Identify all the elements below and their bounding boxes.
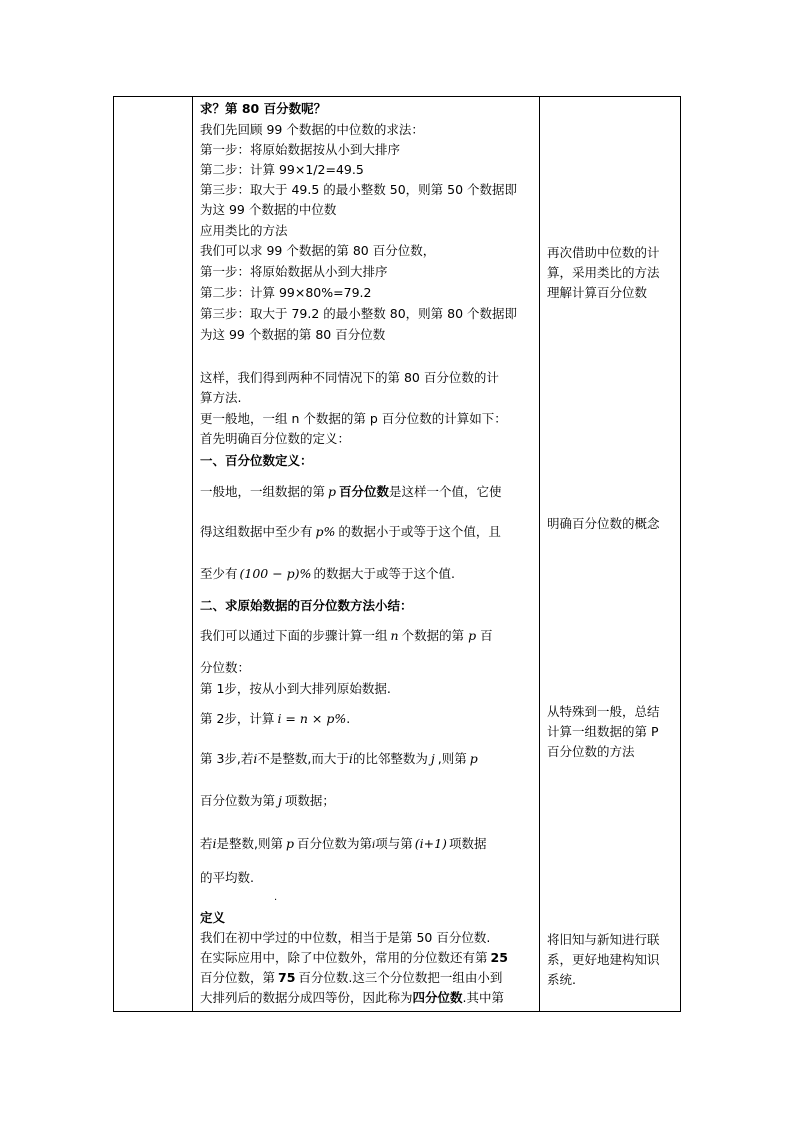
section-heading-method: 二、求原始数据的百分位数方法小结： [200, 598, 413, 613]
text-line: 分位数： [200, 660, 251, 675]
text-line: 大排列后的数据分成四等份，因此称为四分位数.其中第 [200, 990, 505, 1005]
section-heading-define: 定义 [200, 910, 226, 925]
text-line: 为这 99 个数据的第 80 百分位数 [200, 327, 386, 342]
text-line: 第一步：将原始数据从小到大排序 [200, 264, 388, 279]
text-line: 应用类比的方法 [200, 223, 288, 238]
text-line: 得这组数据中至少有 p% 的数据小于或等于这个值，且 [200, 524, 501, 539]
note-generalize: 从特殊到一般，总结 计算一组数据的第 P 百分位数的方法 [547, 704, 660, 759]
text-line: 在实际应用中，除了中位数外，常用的分位数还有第 25 [200, 950, 508, 965]
text-line: 第 2步，计算 i = n × p%. [200, 711, 351, 726]
text-line: 第二步：计算 99×1/2=49.5 [200, 162, 364, 177]
text-line: 算方法. [200, 390, 242, 405]
text-line: 百分位数为第 j 项数据； [200, 793, 335, 808]
column-divider-1 [192, 96, 193, 1012]
text-line: 更一般地，一组 n 个数据的第 p 百分位数的计算如下： [200, 411, 507, 426]
text-line: 我们可以求 99 个数据的第 80 百分位数， [200, 243, 436, 258]
table-border-left [113, 96, 114, 1012]
text-line: 第三步：取大于 49.5 的最小整数 50，则第 50 个数据即 [200, 182, 518, 197]
text-line: 第二步：计算 99×80%=79.2 [200, 285, 372, 300]
table-border-top [113, 96, 681, 97]
text-line: 第 1步，按从小到大排列原始数据. [200, 681, 391, 696]
text-line: 我们可以通过下面的步骤计算一组 n 个数据的第 p 百 [200, 628, 493, 643]
text-line: 为这 99 个数据的中位数 [200, 202, 337, 217]
text-line: 百分位数，第 75 百分位数.这三个分位数把一组由小到 [200, 970, 503, 985]
column-divider-2 [539, 96, 540, 1012]
note-concept: 明确百分位数的概念 [547, 516, 660, 531]
text-line: 第三步：取大于 79.2 的最小整数 80，则第 80 个数据即 [200, 306, 518, 321]
section-heading-definition: 一、百分位数定义： [200, 453, 313, 468]
stray-dot: . [274, 892, 278, 903]
text-line: 我们在初中学过的中位数，相当于是第 50 百分位数. [200, 930, 491, 945]
text-line: 求？第 80 百分数呢？ [200, 101, 327, 116]
text-line: 若i是整数,则第 p 百分位数为第i项与第 (i+1) 项数据 [200, 836, 487, 851]
note-connect: 将旧知与新知进行联 系，更好地建构知识 系统. [547, 932, 660, 987]
text-line: 第一步：将原始数据按从小到大排序 [200, 142, 401, 157]
table-border-right [680, 96, 681, 1012]
text-line: 首先明确百分位数的定义： [200, 431, 351, 446]
text-line: 这样，我们得到两种不同情况下的第 80 百分位数的计 [200, 370, 499, 385]
text-line: 第 3步,若i不是整数,而大于i的比邻整数为 j ,则第 p [200, 751, 478, 766]
table-border-bottom [113, 1011, 681, 1012]
note-analogy: 再次借助中位数的计 算，采用类比的方法 理解计算百分位数 [547, 245, 660, 300]
text-line: 一般地，一组数据的第 p 百分位数是这样一个值，它使 [200, 484, 502, 499]
text-line: 至少有 (100 − p)% 的数据大于或等于这个值. [200, 566, 455, 581]
text-line: 我们先回顾 99 个数据的中位数的求法： [200, 122, 424, 137]
text-line: 的平均数. [200, 870, 254, 885]
